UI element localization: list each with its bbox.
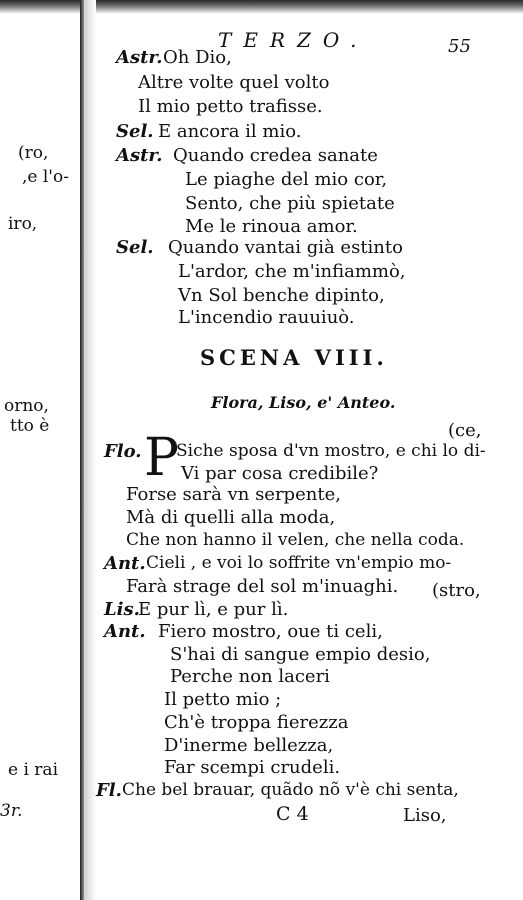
running-title: TERZO.	[218, 28, 369, 52]
speaker-label: Sel.	[116, 237, 154, 258]
verse-line: D'inerme bellezza,	[164, 735, 334, 756]
verse-line: Sento, che più spietate	[185, 193, 395, 214]
verse-line: Quando credea sanate	[173, 145, 378, 166]
verse-line: Far scempi crudeli.	[164, 757, 341, 778]
left-fragment: 3r.	[0, 801, 23, 821]
verse-line: Che bel brauar, quãdo nõ v'è chi senta,	[122, 780, 459, 800]
drop-capital: P	[144, 428, 179, 488]
left-fragment: iro,	[8, 214, 38, 234]
verse-line: Altre volte quel volto	[138, 72, 330, 93]
speaker-label: Astr.	[116, 47, 163, 68]
signature-mark: C 4	[276, 803, 309, 825]
verse-line: Cieli , e voi lo soffrite vn'empio mo-	[146, 553, 452, 573]
verse-line: E pur lì, e pur lì.	[138, 599, 289, 620]
verse-line: Farà strage del sol m'inuaghi.	[126, 576, 399, 597]
left-fragment: e i rai	[8, 760, 59, 780]
verse-line: Me le rinoua amor.	[185, 216, 358, 237]
verse-line: Forse sarà vn serpente,	[126, 484, 341, 505]
turnover-fragment: (stro,	[432, 580, 481, 601]
speaker-label: Fl.	[96, 780, 122, 801]
verse-line: Il petto mio ;	[164, 689, 282, 710]
verse-line: S'hai di sangue empio desio,	[170, 644, 431, 665]
verse-line: Perche non laceri	[170, 666, 330, 687]
verse-line: Fiero mostro, oue ti celi,	[158, 621, 383, 642]
verse-line: Le piaghe del mio cor,	[185, 169, 388, 190]
verse-line: Il mio petto trafisse.	[138, 96, 323, 117]
scene-title: SCENA VIII.	[200, 345, 388, 370]
left-fragment: tto è	[10, 416, 50, 436]
speaker-label: Flo.	[104, 441, 142, 462]
left-fragment: orno,	[4, 396, 49, 416]
turnover-fragment: (ce,	[448, 420, 482, 441]
verse-line: Mà di quelli alla moda,	[126, 507, 336, 528]
left-fragment: (ro,	[18, 143, 49, 163]
speaker-label: Sel.	[116, 121, 154, 142]
left-fragment: ,e l'o-	[22, 167, 69, 187]
verse-line: Vn Sol benche dipinto,	[178, 285, 385, 306]
speaker-label: Astr.	[116, 145, 163, 166]
scene-characters: Flora, Liso, e' Anteo.	[211, 393, 396, 412]
catchword: Liso,	[403, 805, 447, 826]
verse-line: E ancora il mio.	[158, 121, 302, 142]
verse-line: Siche sposa d'vn mostro, e chi lo di-	[176, 441, 486, 461]
speaker-label: Ant.	[104, 621, 146, 642]
speaker-label: Ant.	[104, 553, 146, 574]
speaker-label: Lis.	[104, 599, 140, 620]
verse-line: Quando vantai già estinto	[168, 237, 403, 258]
gutter-shadow	[84, 0, 96, 900]
page-number: 55	[448, 36, 471, 57]
verse-line: Vi par cosa credibile?	[181, 463, 379, 484]
verse-line: L'ardor, che m'infiammò,	[178, 261, 406, 282]
verse-line: L'incendio rauuiuò.	[178, 307, 355, 328]
verse-line: Ch'è troppa fierezza	[164, 712, 349, 733]
verse-line: Oh Dio,	[163, 47, 232, 68]
verse-line: Che non hanno il velen, che nella coda.	[126, 530, 465, 550]
facing-page-fragment	[0, 0, 80, 900]
